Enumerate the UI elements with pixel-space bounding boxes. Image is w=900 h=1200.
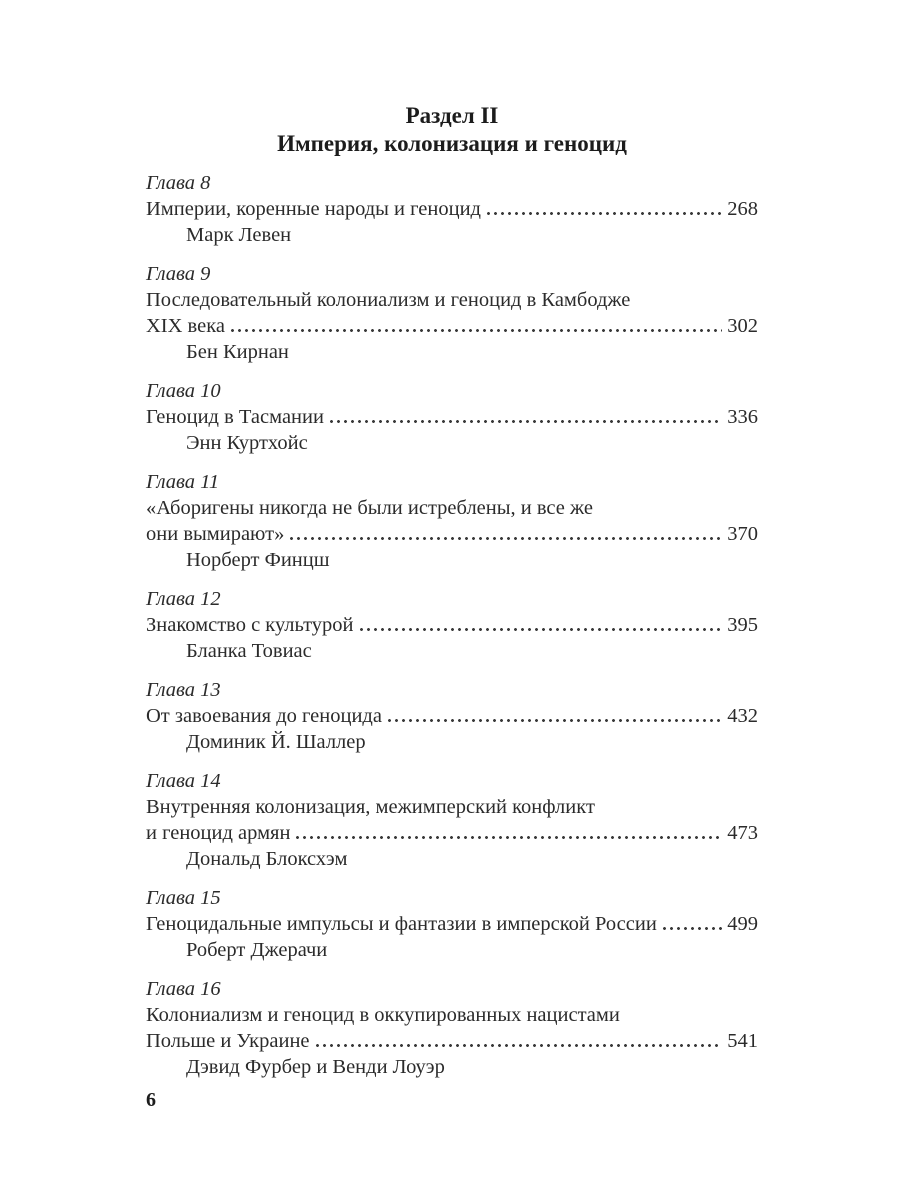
chapter-title-line — [146, 911, 758, 937]
dot-leader — [358, 626, 723, 631]
chapter-label: Глава 11 — [146, 471, 220, 493]
chapter-title-text: Колониализм и геноцид в оккупированных нацистами — [146, 1004, 620, 1026]
chapter-author: Роберт Джерачи — [186, 939, 328, 961]
chapter-title — [146, 612, 758, 638]
chapter-title-line — [146, 612, 758, 638]
chapter-title — [146, 404, 758, 430]
chapter-label: Глава 16 — [146, 978, 221, 1000]
chapter-author: Норберт Финцш — [186, 549, 330, 571]
chapter-label: Глава 10 — [146, 380, 221, 402]
toc-entry — [146, 885, 758, 963]
chapter-title — [146, 911, 758, 937]
chapter-title — [146, 794, 758, 846]
chapter-label: Глава 13 — [146, 679, 221, 701]
chapter-title — [146, 703, 758, 729]
chapter-author: Энн Куртхойс — [186, 432, 308, 454]
toc-entry — [146, 378, 758, 456]
chapter-title-text: они вымирают» — [146, 523, 285, 545]
chapter-title-line — [146, 794, 758, 820]
dot-leader — [288, 535, 722, 540]
chapter-title-line — [146, 313, 758, 339]
chapter-page-number: 473 — [727, 822, 758, 844]
page-number: 6 — [146, 1089, 156, 1111]
chapter-title-text: Геноцид в Тасмании — [146, 406, 324, 428]
chapter-title-line — [146, 521, 758, 547]
chapter-title-text: От завоевания до геноцида — [146, 705, 382, 727]
chapter-page-number: 541 — [727, 1030, 758, 1052]
chapter-title-text: Геноцидальные импульсы и фантазии в имперской России — [146, 913, 657, 935]
chapter-label: Глава 12 — [146, 588, 221, 610]
section-title: Империя, колонизация и геноцид — [277, 131, 627, 156]
chapter-title-line — [146, 287, 758, 313]
chapter-title-line — [146, 404, 758, 430]
table-of-contents — [146, 170, 758, 1080]
dot-leader — [485, 210, 722, 215]
toc-entry — [146, 261, 758, 365]
toc-entry — [146, 469, 758, 573]
dot-leader — [328, 418, 722, 423]
chapter-page-number: 336 — [727, 406, 758, 428]
chapter-title — [146, 196, 758, 222]
chapter-title — [146, 1002, 758, 1054]
chapter-title — [146, 495, 758, 547]
chapter-title-line — [146, 703, 758, 729]
chapter-author: Марк Левен — [186, 224, 292, 246]
chapter-author: Дональд Блоксхэм — [186, 848, 348, 870]
chapter-author: Доминик Й. Шаллер — [186, 731, 366, 753]
chapter-title-text: и геноцид армян — [146, 822, 291, 844]
chapter-title-text: XIX века — [146, 315, 225, 337]
chapter-title-line — [146, 196, 758, 222]
toc-entry — [146, 976, 758, 1080]
chapter-page-number: 302 — [727, 315, 758, 337]
chapter-label: Глава 9 — [146, 263, 211, 285]
dot-leader — [661, 925, 722, 930]
chapter-title-text: «Аборигены никогда не были истреблены, и все же — [146, 497, 593, 519]
chapter-author: Бланка Товиас — [186, 640, 312, 662]
dot-leader — [229, 327, 722, 332]
toc-entry — [146, 170, 758, 248]
section-label: Раздел II — [405, 103, 499, 128]
chapter-label: Глава 14 — [146, 770, 221, 792]
chapter-page-number: 268 — [727, 198, 758, 220]
chapter-page-number: 395 — [727, 614, 758, 636]
section-header — [146, 102, 758, 158]
toc-entry — [146, 677, 758, 755]
chapter-label: Глава 8 — [146, 172, 211, 194]
chapter-page-number: 370 — [727, 523, 758, 545]
chapter-title-text: Империи, коренные народы и геноцид — [146, 198, 481, 220]
chapter-title-text: Польше и Украине — [146, 1030, 310, 1052]
chapter-title-text: Внутренняя колонизация, межимперский конфликт — [146, 796, 595, 818]
chapter-page-number: 499 — [727, 913, 758, 935]
toc-entry — [146, 586, 758, 664]
chapter-title-line — [146, 1002, 758, 1028]
chapter-title-text: Последовательный колониализм и геноцид в Камбодже — [146, 289, 631, 311]
chapter-label: Глава 15 — [146, 887, 221, 909]
chapter-title-line — [146, 820, 758, 846]
chapter-title — [146, 287, 758, 339]
dot-leader — [294, 834, 722, 839]
dot-leader — [386, 717, 722, 722]
toc-entry — [146, 768, 758, 872]
chapter-title-text: Знакомство с культурой — [146, 614, 354, 636]
chapter-title-line — [146, 1028, 758, 1054]
chapter-title-line — [146, 495, 758, 521]
chapter-page-number: 432 — [727, 705, 758, 727]
dot-leader — [314, 1042, 723, 1047]
chapter-author: Бен Кирнан — [186, 341, 289, 363]
chapter-author: Дэвид Фурбер и Венди Лоуэр — [186, 1056, 445, 1078]
